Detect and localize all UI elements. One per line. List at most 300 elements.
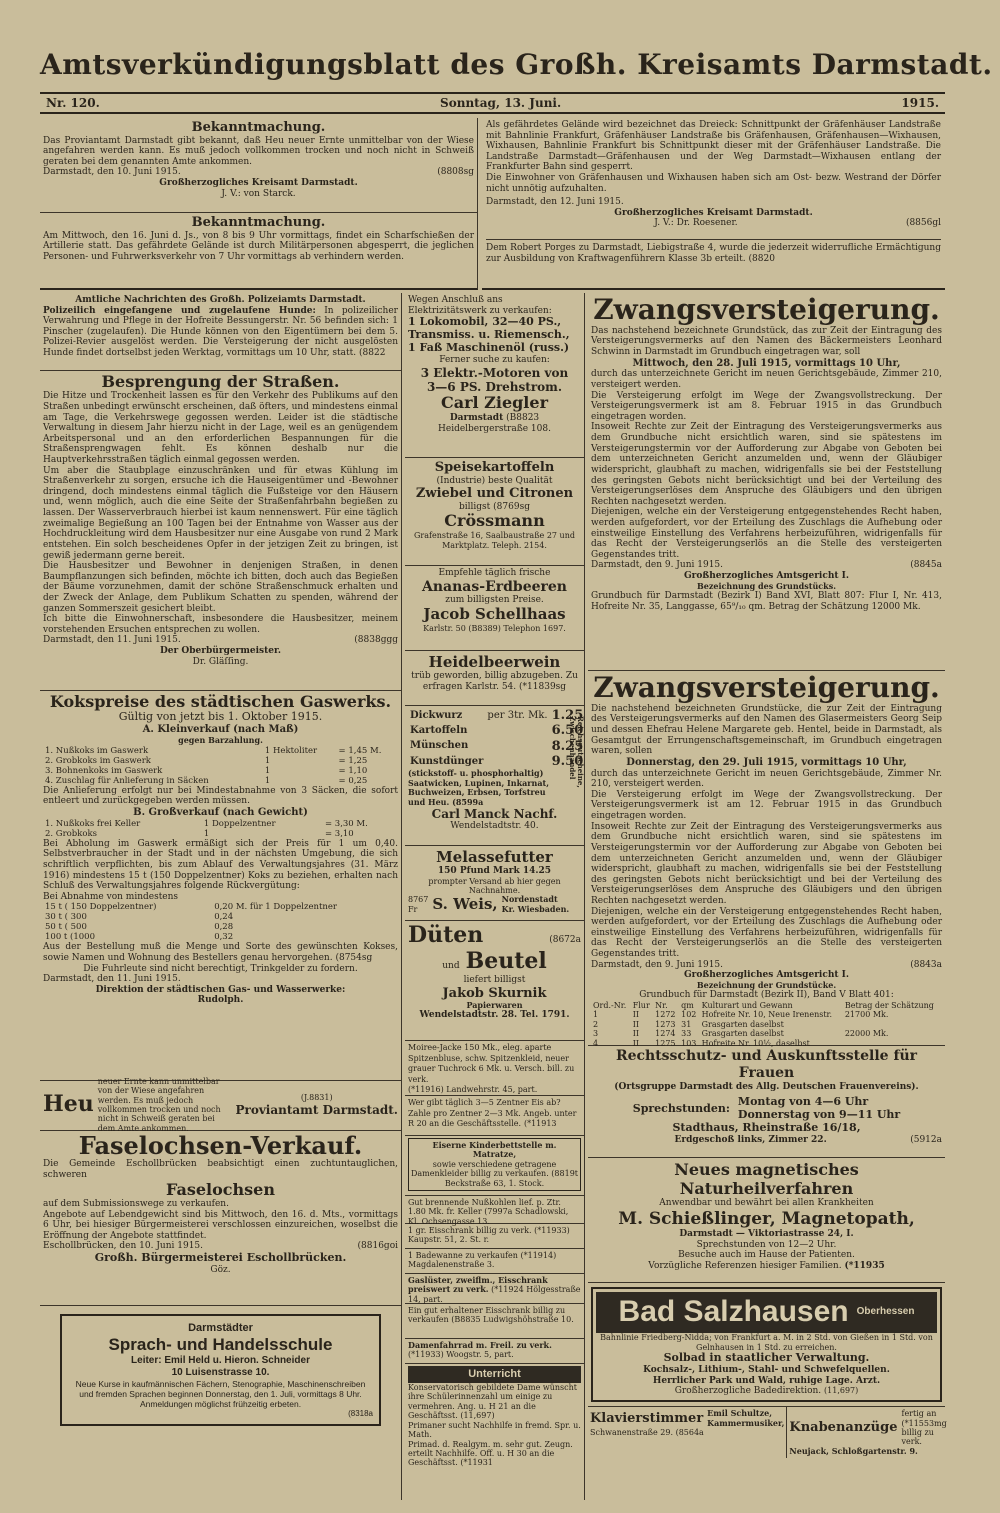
kind-body: sowie verschiedene getragene Damenkleider billig zu verkaufen. xyxy=(411,1159,557,1179)
table-cell: 100 t (1000 xyxy=(45,932,95,943)
ad-electric xyxy=(405,293,584,458)
z2-table xyxy=(591,1001,942,1048)
ox-place: Eschollbrücken, den 10. Juni 1915. xyxy=(43,1241,204,1252)
table-cell: 31 xyxy=(681,1019,692,1029)
page xyxy=(40,38,993,1500)
issue-date: Sonntag, 13. Juni. xyxy=(440,96,562,110)
elec-city: Darmstadt xyxy=(449,412,504,423)
table-cell: = 3,10 xyxy=(324,828,354,839)
ana-head: Empfehle täglich frische xyxy=(438,568,551,578)
ad-bicycle xyxy=(405,1339,584,1364)
table-cell: 1. Nußkoks frei Keller xyxy=(45,818,141,829)
notice-place: Darmstadt, den 10. Juni 1915. xyxy=(43,167,181,178)
ka-title: Knabenanzüge xyxy=(789,1420,898,1436)
issue-year: 1915. xyxy=(901,96,939,110)
street-signature-2: Dr. Gläſſing. xyxy=(192,656,249,667)
police-subtitle: Polizeilich eingefangene und zugelaufene Hunde: xyxy=(43,305,316,316)
rf-hours-2: Donnerstag von 9—11 Uhr xyxy=(737,1108,901,1122)
bad-code: (*11914) xyxy=(520,1251,557,1260)
coke-signature-2: Rudolph. xyxy=(197,995,244,1006)
hw-code: (*11839sg xyxy=(519,681,567,692)
table-cell: Grasgarten daselbst xyxy=(701,1029,784,1039)
gas-body: Gaslüster, zweiflm., Eisschrank preiswert zu verk. xyxy=(408,1275,548,1295)
school-body: Neue Kurse in kaufmännischen Fächern, Stenographie, Maschinenschreiben und fremden Sprachen beginnen Donnerstag, den 1. Juli, vormittags 8 Uhr. Anmeldungen möglichst frühzeitig erbeten. xyxy=(75,1378,366,1409)
notice-title: Bekanntmachung. xyxy=(191,215,326,230)
coke-title: Kokspreise des städtischen Gaswerks. xyxy=(49,692,392,711)
fert-address: Wendelstadtstr. 40. xyxy=(450,821,539,832)
ad-icebox-2 xyxy=(405,1304,584,1339)
ox-body-2: auf dem Submissionswege zu verkaufen. xyxy=(43,1199,229,1209)
z2-body: Die nachstehend bezeichneten Grundstücke, die zur Zeit der Eintragung des Versteigerungsvermerks auf den Namen des Glasermeisters Georg Seip und dessen Ehefrau Helene Margarete geb. Hentel, beide in Darmstadt, als Gesamtgut der Errungenschaftsgemeinschaft, im Grundbuch eingetragen waren, sollen xyxy=(591,703,942,757)
z2-body-4: Insoweit Rechte zur Zeit der Eintragung des Versteigerungsvermerks aus dem Grundbuche nicht ersichtlich waren, sind sie spätestens im Versteigerungstermin vor der Aufforderung zur Abgabe von Geboten bei dem unterzeichneten Gericht anzumelden und, wenn der Gläubiger widerspricht, glaubhaft zu machen, widrigenfalls sie bei der Feststellung des geringsten Gebots nicht berücksichtigt und bei der Verteilung des Versteigerungserlöses dem Anspruche des Gläubigers und den übrigen Rechten nachgesetzt werden. xyxy=(591,821,942,906)
table-cell: 0,20 M. für 1 Doppelzentner xyxy=(214,902,337,913)
eis-body: 1 gr. Eisschrank billig zu verk. xyxy=(408,1226,532,1235)
notice-place: Darmstadt, den 12. Juni 1915. xyxy=(486,197,624,208)
ana-subtitle: zum billigsten Preise. xyxy=(445,595,544,606)
kind-address: Beckstraße 63, 1. Stock. xyxy=(444,1178,545,1188)
kl-title: Klavierstimmer xyxy=(590,1410,704,1426)
dateline xyxy=(40,92,945,114)
gas-address: Hölgesstraße 14, part. xyxy=(408,1285,581,1304)
school-address: 10 Luisenstrasse 10. xyxy=(171,1366,270,1378)
table-cell: Hofreite Nr. 10½, daselbst xyxy=(701,1038,810,1048)
refund-code: (8754sg xyxy=(335,953,373,964)
rf-address: Stadthaus, Rheinstraße 16/18, xyxy=(672,1121,861,1135)
table-row xyxy=(43,819,398,829)
table-row xyxy=(408,754,585,769)
elec-buy: Ferner suche zu kaufen: xyxy=(439,355,550,366)
elec-address: Heidelbergerstraße 108. xyxy=(438,423,551,434)
elec-code: (B8823 xyxy=(506,412,540,423)
coke-valid: Gültig von jetzt bis 1. Oktober 1915. xyxy=(118,710,323,724)
coke-table-a xyxy=(43,746,398,786)
table-header-row xyxy=(591,1001,942,1010)
bad-salzhausen-ad xyxy=(588,1283,945,1406)
piano-tuner-ad xyxy=(588,1407,787,1458)
school-ad xyxy=(40,1306,401,1434)
ad-molasses xyxy=(405,846,584,921)
auction-1 xyxy=(588,293,945,671)
table-cell: 3. Bohnenkoks im Gaswerk xyxy=(45,765,163,776)
ad-child-bed xyxy=(405,1136,584,1196)
table-header: Betrag der Schätzung xyxy=(844,1000,934,1010)
school-box xyxy=(60,1314,381,1426)
table-cell xyxy=(485,723,549,738)
ox-sale xyxy=(40,1131,401,1306)
nat-address: Darmstadt — Viktoriastrasse 24, I. xyxy=(679,1229,854,1240)
fert-code: (8599a xyxy=(452,796,484,807)
table-row xyxy=(591,1010,942,1019)
table-cell: Münschen xyxy=(410,740,469,752)
street-place: Darmstadt, den 11. Juni 1915. xyxy=(43,635,181,646)
kl-name: Emil Schultze, xyxy=(707,1408,773,1419)
rf-code: (5912a xyxy=(910,1135,942,1146)
notice-signature: Großherzogliches Kreisamt Darmstadt. xyxy=(159,178,358,189)
wer-body: Wer gibt täglich 3—5 Zentner Eis ab? Zahle pro Zentner 2—3 Mk. Angeb. unter R 20 an die Geschäftsstelle. xyxy=(408,1098,577,1129)
table-row xyxy=(408,723,585,738)
table-cell: 3 xyxy=(593,1029,599,1039)
table-cell: 1274 xyxy=(655,1029,676,1039)
table-row xyxy=(43,776,398,786)
kind-code: (8819t xyxy=(551,1169,578,1179)
bad-body: 1 Badewanne zu verkaufen xyxy=(408,1251,518,1260)
table-row xyxy=(591,1029,942,1038)
salz-body: Solbad in staatlicher Verwaltung. xyxy=(663,1351,870,1365)
salz-body-4: Großherzogliche Badedirektion. xyxy=(674,1386,822,1397)
ad-ice-wanted xyxy=(405,1096,584,1136)
street-code: (8838ggg xyxy=(354,635,398,646)
ox-title: Faselochsen-Verkauf. xyxy=(78,1131,363,1160)
womens-legal-aid xyxy=(588,1046,945,1158)
nat-hours: Sprechstunden von 12—2 Uhr. xyxy=(696,1239,837,1250)
table-cell: 1 xyxy=(264,765,271,776)
rf-hours-1: Montag von 4—6 Uhr xyxy=(737,1095,869,1109)
table-cell: Dickwurz xyxy=(410,709,463,721)
auction-2 xyxy=(588,671,945,1046)
nat-references: Vorzügliche Referenzen hiesiger Familien. xyxy=(648,1260,842,1271)
table-cell: 0,24 xyxy=(214,912,234,923)
mel-title: Melassefutter xyxy=(436,848,553,866)
table-cell: 30 t ( 300 xyxy=(45,912,87,923)
mel-name: S. Weis, xyxy=(432,895,498,914)
table-cell: II xyxy=(632,1010,640,1020)
table-cell: 4. Zuschlag für Anlieferung in Säcken xyxy=(45,775,209,786)
porges-notice: Dem Robert Porges zu Darmstadt, Liebigstraße 4, wurde die jederzeit widerrufliche Ermächtigung zur Ausbildung von Kraftwagenführern Klasse 3b erteilt. (8820 xyxy=(486,239,941,264)
ad-fertilizer xyxy=(405,706,584,846)
table-cell: 1.25 xyxy=(551,708,584,723)
table-row xyxy=(43,756,398,766)
table-cell: = 1,10 xyxy=(338,765,368,776)
z1-title: Zwangsversteigerung. xyxy=(593,293,940,326)
z1-body-2: durch das unterzeichnete Gericht im neuen Gerichtsgebäude, Zimmer 210, versteigert werden. xyxy=(591,369,942,391)
rf-title: Rechtsschutz- und Auskunftsstelle für Frauen xyxy=(615,1048,918,1081)
refund-table xyxy=(43,902,398,942)
table-cell: 103 xyxy=(681,1038,697,1048)
school-city: Darmstädter xyxy=(188,1322,253,1334)
police-code: (8822 xyxy=(359,348,386,359)
table-row xyxy=(408,739,585,754)
ad-gas-lamp xyxy=(405,1274,584,1304)
kl-subtitle: Kammermusiker, xyxy=(707,1417,785,1428)
ad-pineapple-strawberries xyxy=(405,566,584,651)
table-row xyxy=(43,912,398,922)
ana-title: Ananas-Erdbeeren xyxy=(422,578,567,595)
kl-address: Schwanenstraße 29. xyxy=(590,1427,674,1437)
z1-date: Mittwoch, den 28. Juli 1915, vormittags 10 Uhr, xyxy=(632,357,901,369)
hw-body: trüb geworden, billig abzugeben. Zu erfragen Karlstr. 54. xyxy=(411,671,578,692)
salz-rail: Bahnlinie Friedberg-Nidda; von Frankfurt a. M. in 2 Std. von Gießen in 1 Std. von Gelnhausen in 1 Std. zu erreichen. xyxy=(600,1333,933,1352)
coke-prices xyxy=(40,691,401,1081)
table-cell: 50 t ( 500 xyxy=(45,922,87,933)
table-header: Nr. xyxy=(655,1000,668,1010)
street-sprinkling-notice xyxy=(40,371,401,691)
police-title: Amtliche Nachrichten des Großh. Polizeiamts Darmstadt. xyxy=(75,295,366,305)
table-cell: 0,28 xyxy=(214,922,234,933)
street-title: Besprengung der Straßen. xyxy=(101,372,340,391)
table-cell: 1 xyxy=(203,828,210,839)
table-cell: 2. Grobkoks xyxy=(45,828,98,839)
moire-address: Landwehrstr. 45, part. xyxy=(446,1085,538,1095)
moire-body: Moiree-Jacke 150 Mk., eleg. aparte Spitzenbluse, schw. Spitzenkleid, neuer grauer Tuchrock 6 Mk. u. Versch. bill. zu verk. xyxy=(408,1043,575,1084)
table-cell: II xyxy=(632,1038,640,1048)
table-cell: 21700 Mk. xyxy=(844,1010,889,1020)
street-body-4: Ich bitte die Einwohnerschaft, insbesondere die Hausbesitzer, meinem vorstehenden Ersuchen entsprechen zu wollen. xyxy=(43,614,398,635)
table-cell xyxy=(485,754,549,769)
nat-visit: Besuche auch im Hause der Patienten. xyxy=(678,1250,855,1261)
ox-body: Die Gemeinde Eschollbrücken beabsichtigt einen zuchtuntauglichen, schweren xyxy=(43,1159,398,1180)
table-cell: 1272 xyxy=(655,1010,676,1020)
spk-code: (8769sg xyxy=(493,501,530,512)
column-2 xyxy=(405,293,585,1500)
table-cell: Grasgarten daselbst xyxy=(701,1019,784,1029)
ad-potatoes xyxy=(405,458,584,566)
wer-code: (*11913 xyxy=(523,1119,557,1129)
nat-name: M. Schießlinger, Magnetopath, xyxy=(618,1208,915,1229)
ox-signature-2: Göz. xyxy=(210,1265,231,1276)
notice-signature: Großherzogliches Kreisamt Darmstadt. xyxy=(614,207,813,218)
unt-3-code: (*11931 xyxy=(460,1458,493,1468)
elec-body: Wegen Anschluß ans Elektrizitätswerk zu verkaufen: xyxy=(408,295,552,316)
mel-address-2: Kr. Wiesbaden. xyxy=(501,903,570,914)
z2-place: Darmstadt, den 9. Juni 1915. xyxy=(591,959,724,970)
refund-header: Bei Abnahme von mindestens xyxy=(43,891,179,902)
z1-body-5: Diejenigen, welche ein der Versteigerung entgegenstehendes Recht haben, werden aufgefordert, vor der Erteilung des Zuschlags die Aufhebung oder einstweilige Einstellung des Verfahrens herbeizuführen, widrigenfalls für das Recht der Versteigerungserlös an die Stelle des versteigerten Gegenstandes tritt. xyxy=(591,507,942,560)
elec-item-3: 1 Faß Maschinenöl (russ.) xyxy=(408,341,570,355)
column-3 xyxy=(588,293,945,1500)
spk-subtitle-2: Zwiebel und Citronen xyxy=(415,486,574,502)
mel-fr: Fr xyxy=(408,904,418,914)
masthead: Amtsverkündigungsblatt des Großh. Kreisamts Darmstadt. xyxy=(40,48,993,81)
coke-note-a: Die Anlieferung erfolgt nur bei Mindestabnahme von 3 Säcken, die sofort entleert und zurückgegeben werden müssen. xyxy=(43,785,398,807)
notice-code: (8808sg xyxy=(437,167,474,178)
kl-code: (8564a xyxy=(675,1427,704,1437)
fert-name: Carl Manck Nachf. xyxy=(431,807,558,822)
boys-suits-ad xyxy=(787,1407,948,1458)
unt-title: Unterricht xyxy=(408,1366,581,1383)
table-cell: = 3,30 M. xyxy=(324,818,368,829)
salz-title: Bad Salzhausen xyxy=(618,1295,849,1328)
coke-table-b xyxy=(43,819,398,839)
table-row xyxy=(43,932,398,942)
z1-place: Darmstadt, den 9. Juni 1915. xyxy=(591,560,724,571)
rad-code: (*11933) xyxy=(408,1350,444,1360)
column-1 xyxy=(40,293,402,1500)
ox-code: (8816goi xyxy=(357,1241,398,1252)
ox-subtitle: Faselochsen xyxy=(166,1179,275,1199)
school-code: (8318a xyxy=(348,1408,373,1418)
table-cell: per 3tr. Mk. xyxy=(487,709,548,721)
dut-und: und xyxy=(442,960,460,971)
rf-subtitle: (Ortsgruppe Darmstadt des Allg. Deutschen Frauenvereins). xyxy=(614,1081,919,1092)
hay-signature: Proviantamt Darmstadt. xyxy=(235,1102,398,1117)
gas-code: (*11924 xyxy=(491,1285,524,1295)
table-cell: 0,32 xyxy=(214,932,234,943)
table-cell: 6.50 xyxy=(551,723,584,739)
notice-body: Am Mittwoch, den 16. Juni d. Js., von 8 bis 9 Uhr vormittags, findet ein Scharfschießen der Artillerie statt. Das gefährdete Gelände ist durch Militärpersonen abgesperrt, die jeglichen Personen- und Fuhrwerksverkehr von 7 Uhr vormittags ab verhindern werden. xyxy=(43,230,474,262)
salz-code: (11,697) xyxy=(824,1386,859,1396)
nat-subtitle: Anwendbar und bewährt bei allen Krankheiten xyxy=(659,1198,874,1209)
ad-icebox xyxy=(405,1224,584,1249)
fert-body: Saatwicken, Lupinen, Inkarnat, Buchweizen, Erbsen, Torfstreu und Heu. xyxy=(408,777,550,807)
salz-tag: Oberhessen xyxy=(856,1305,915,1317)
ad-coal: Gut brennende Nußkohlen lief. p. Ztr. 1.80 Mk. fr. Keller (7997a Schadlowski, Kl. Ochsengasse 13. xyxy=(405,1196,584,1224)
dut-body: liefert billigst xyxy=(463,974,526,985)
z2-body-3: Die Versteigerung erfolgt im Wege der Zwangsvollstreckung. Der Versteigerungsvermerk ist am 12. Februar 1915 in das Grundbuch eingetragen worden. xyxy=(591,789,942,822)
spk-title: Speisekartoffeln xyxy=(434,460,555,475)
salz-body-2: Kochsalz-, Lithium-, Stahl- und Schwefelquellen. xyxy=(643,1365,890,1376)
top-right-notices xyxy=(482,118,945,290)
dut-address: Wendelstadtstr. 28. Tel. 1791. xyxy=(419,1010,570,1021)
notice-code: (8856gl xyxy=(905,218,941,229)
z2-code: (8843a xyxy=(910,959,942,970)
table-row xyxy=(43,829,398,839)
dut-title: Düten xyxy=(408,922,484,948)
notice-proviantamt xyxy=(40,118,477,213)
table-cell: 1 Hektoliter xyxy=(264,745,318,756)
rad-address: Woogstr. 5, part. xyxy=(446,1350,514,1360)
mel-address: Nordenstadt xyxy=(501,894,558,905)
fert-table xyxy=(408,708,585,769)
table-cell: 9.50 xyxy=(551,753,584,769)
table-row xyxy=(591,1020,942,1029)
spk-subtitle: (Industrie) beste Qualität xyxy=(436,475,553,486)
table-cell xyxy=(485,739,549,754)
table-cell: 1 xyxy=(593,1010,599,1020)
table-cell: 1273 xyxy=(655,1019,676,1029)
notice-body-2: Die Einwohner von Gräfenhausen und Wixhausen haben sich am Ost- bezw. Westrand der Dörfer nicht unnötig aufzuhalten. xyxy=(486,173,941,194)
table-cell: 15 t ( 150 Doppelzentner) xyxy=(45,902,157,913)
rad-body: Damenfahrrad m. Freil. zu verk. xyxy=(408,1340,552,1350)
table-row xyxy=(408,708,585,723)
notice-artillery xyxy=(40,213,477,264)
table-cell: 2 xyxy=(593,1019,599,1029)
table-cell: 1 xyxy=(264,755,271,766)
fert-subtitle: (stickstoff- u. phosphorhaltig) xyxy=(408,768,544,779)
bottom-ads xyxy=(588,1406,945,1458)
z1-body-3: Die Versteigerung erfolgt im Wege der Zwangsvollstreckung. Der Versteigerungsvermerk ist am 8. Februar 1915 in das Grundbuch eingetragen worden. xyxy=(591,390,942,422)
dut-title-2: Beutel xyxy=(465,947,547,974)
unt-1: Konservatorisch gebildete Dame wünscht ihre Schülerinnenzahl um einige zu vermehren. Ang. u. H 21 an die Geschäftsst. xyxy=(408,1382,577,1421)
eis2-body: Ein gut erhaltener Eisschrank billig zu verkaufen xyxy=(408,1306,566,1325)
unt-2: Primaner sucht Nachhilfe in fremd. Spr. u. Math. xyxy=(408,1420,581,1440)
ad-jacket xyxy=(405,1041,584,1096)
table-row xyxy=(43,922,398,932)
ka-address: Neujack, Schloßgartenstr. 9. xyxy=(789,1445,918,1456)
rf-hours-label: Sprechstunden: xyxy=(632,1101,730,1115)
elec-item-1: 1 Lokomobil, 32—40 PS., xyxy=(408,315,562,329)
ana-address: Karlstr. 50 (B8389) Telephon 1697. xyxy=(423,623,566,633)
table-cell: = 1,25 xyxy=(338,755,368,766)
eis-address: Kaupstr. 51, 2. St. r. xyxy=(408,1235,490,1245)
rf-address-2: Erdgeschoß links, Zimmer 22. xyxy=(674,1135,827,1146)
refund-note: Aus der Bestellung muß die Menge und Sorte des gewünschten Kokses, sowie Namen und Wohnung des Bestellers genau hervorgehen. xyxy=(43,942,398,964)
table-cell xyxy=(843,1020,942,1029)
hay-notice xyxy=(40,1076,401,1133)
z2-subtitle: Bezeichnung der Grundstücke. xyxy=(696,979,837,990)
school-lead: Leiter: Emil Held u. Hieron. Schneider xyxy=(131,1355,310,1367)
nat-code: (*11935 xyxy=(844,1260,885,1271)
table-cell: II xyxy=(632,1019,640,1029)
z1-body-4: Insoweit Rechte zur Zeit der Eintragung des Versteigerungsvermerks aus dem Grundbuche nicht ersichtlich waren, sind sie spätestens im Versteigerungstermin vor der Aufforderung zur Abgabe von Geboten bei dem unterzeichneten Gericht anzumelden und, wenn der Gläubiger widerspricht, glaubhaft zu machen, widrigenfalls sie bei der Feststellung des geringsten Gebots nicht berücksichtigt und bei der Verteilung des Versteigerungserlöses dem Anspruche des Gläubigers und den übrigen Rechten nachgesetzt werden. xyxy=(591,422,942,507)
police-notice xyxy=(40,293,401,371)
issue-number: Nr. 120. xyxy=(46,96,100,110)
hw-title: Heidelbeerwein xyxy=(428,653,561,671)
table-cell: = 1,45 M. xyxy=(338,745,382,756)
street-body: Die Hitze und Trockenheit lassen es für den Verkehr des Publikums auf den Straßen unbedingt erwünscht erscheinen, daß öfters, und mindestens einmal am Tage, die Verkehrswege gegossen werden. Leider ist die städtische Verwaltung in diesem Jahr hierzu nicht in der Lage, weil es an genügendem Arbeitspersonal und an den erforderlichen Bespannungen für die Straßensprengwagen fehlt. Es können deshalb nur die Hauptverkehrsstraßen täglich einmal gegossen werden. xyxy=(43,391,398,466)
coke-section-a-sub: gegen Barzahlung. xyxy=(178,735,263,746)
table-cell: Hofreite Nr. 10, Neue Irenenstr. xyxy=(701,1010,833,1020)
mel-body: prompter Versand ab hier gegen Nachnahme. xyxy=(428,876,561,896)
coke-place: Darmstadt, den 11. Juni 1915. xyxy=(43,974,181,985)
z2-body-5: Diejenigen, welche ein der Versteigerung entgegenstehendes Recht haben, werden aufgefordert, vor der Erteilung des Zuschlags die Aufhebung oder einstweilige Einstellung des Verfahrens herbeizuführen, widrigenfalls für das Recht der Versteigerungserlös an die Stelle des versteigerten Gegenstandes tritt. xyxy=(591,906,942,959)
spk-subtitle-3: billigst xyxy=(459,501,491,512)
elec-item-2: Transmiss. u. Riemensch., xyxy=(408,328,570,342)
salz-box xyxy=(591,1287,942,1402)
table-row xyxy=(43,746,398,756)
spk-name: Crössmann xyxy=(444,511,545,531)
eis-code: (*11933) xyxy=(534,1226,570,1235)
table-row xyxy=(43,766,398,776)
table-cell: Kartoffeln xyxy=(410,725,468,737)
table-cell: 2. Grobkoks im Gaswerk xyxy=(45,755,151,766)
kind-title: Eiserne Kinderbettstelle m. Matratze, xyxy=(432,1140,557,1160)
table-cell: 1 xyxy=(264,775,271,786)
notice-title: Bekanntmachung. xyxy=(191,120,326,135)
z2-book: Grundbuch für Darmstadt (Bezirk II), Band V Blatt 401: xyxy=(639,990,894,1001)
table-cell: 1 Doppelzentner xyxy=(203,818,276,829)
table-cell: 4 xyxy=(593,1038,599,1048)
z1-code: (8845a xyxy=(910,560,942,571)
bad-address: Magdalenenstraße 3. xyxy=(408,1260,495,1270)
ka-body: fertig an (*11553mg billig zu verk. xyxy=(901,1409,947,1447)
table-header: Ord.-Nr. xyxy=(593,1000,627,1010)
table-cell: Kunstdünger xyxy=(410,755,484,767)
z1-subtitle: Bezeichnung des Grundstücks. xyxy=(696,580,836,591)
ad-bags xyxy=(405,921,584,1041)
moire-code: (*11916) xyxy=(408,1085,444,1095)
table-cell: II xyxy=(632,1029,640,1039)
table-cell: 102 xyxy=(681,1010,697,1020)
z2-date: Donnerstag, den 29. Juli 1915, vormittags 10 Uhr, xyxy=(626,756,907,768)
top-left-notices xyxy=(40,118,478,290)
fert-side-label: Reichsgutscheine, Zwischenhandel xyxy=(567,716,585,788)
street-body-2: Um aber die Staubplage einzuschränken und für etwas Kühlung im Straßenverkehr zu sorgen, ersuche ich die Hauseigentümer und -Bewohner dringend, doch mindestens einmal täglich die Fußsteige vor den Häusern und, wenn möglich, auch die eine Seite der Straßenfahrbahn begießen zu lassen. Der Wasserverbrauch hierbei ist kaum nennenswert. Für eine täglich zweimalige Begießung an 100 Tagen bei der Entnahme von Wasser aus der Hochdruckleitung wird dem Hausbesitzer nur eine Ausgabe von rund 2 Mark entstehen. Ein solch bescheidenes Opfer in der jetzigen Zeit zu bringen, ist gewiß jedermann gerne bereit. xyxy=(43,465,398,561)
mel-price: 150 Pfund Mark 14.25 xyxy=(437,866,552,876)
elec-name: Carl Ziegler xyxy=(441,393,548,413)
street-body-3: Die Hausbesitzer und Bewohner in denjenigen Straßen, in denen Baumpflanzungen sich befinden, möchte ich bitten, doch auch das Begießen der Bäume vorzunehmen, damit der schöne Straßenschmuck erhalten und der Zweck der Anlage, dem Publikum Schatten zu spenden, während der ganzen Sommerszeit gesichert bleibt. xyxy=(43,561,398,614)
unt-1-code: (11,697) xyxy=(460,1411,495,1421)
table-header: qm xyxy=(681,1000,694,1010)
ox-signature: Großh. Bürgermeisterei Eschollbrücken. xyxy=(94,1251,347,1265)
notice-body: Als gefährdetes Gelände wird bezeichnet das Dreieck: Schnittpunkt der Gräfenhäuser Landstraße mit Bahnlinie Frankfurt, Gräfenhäuser Landstraße bis Gräfenhausen, Gräfenhausen—Wixhausen, Wixhausen, Bahnlinie Frankfurt bis Schnittpunkt dieser mit der Gräfenhäuser Landstraße. Die Landstraße Darmstadt—Gräfenhausen und der Weg Darmstadt—Wixhausen entlang der Frankfurter Bahn sind gesperrt. xyxy=(486,120,941,173)
z2-signature: Großherzogliches Amtsgericht I. xyxy=(683,970,850,981)
ad-blueberry-wine xyxy=(405,651,584,706)
hay-body: neuer Ernte kann unmittelbar von der Wiese angefahren werden. Es muß jedoch vollkommen trocken und noch nicht in Schweiß geraten bei dem Amte ankommen. xyxy=(97,1076,221,1133)
dut-code: (8672a xyxy=(549,935,581,945)
mel-number: 8767 xyxy=(408,895,429,905)
elec-want: 3 Elektr.-Motoren von xyxy=(420,365,569,380)
notice-signature-2: J. V.: von Starck. xyxy=(221,188,296,199)
table-cell: 1275 xyxy=(655,1038,676,1048)
ana-name: Jacob Schellhaas xyxy=(423,605,566,624)
table-cell: 1. Nußkoks im Gaswerk xyxy=(45,745,149,756)
z1-body: Das nachstehend bezeichnete Grundstück, das zur Zeit der Eintragung des Versteigerungsvermerks auf den Namen des Bäckermeisters Leonhard Schwinn in Darmstadt im Grundbuch eingetragen war, soll xyxy=(591,325,942,358)
eis2-code: (B8835 xyxy=(451,1315,481,1325)
refund-note-2: Die Fuhrleute sind nicht berechtigt, Trinkgelder zu fordern. xyxy=(83,963,358,974)
z1-signature: Großherzogliches Amtsgericht I. xyxy=(683,571,850,581)
table-row xyxy=(43,902,398,912)
coke-section-a: A. Kleinverkauf (nach Maß) xyxy=(142,724,299,736)
